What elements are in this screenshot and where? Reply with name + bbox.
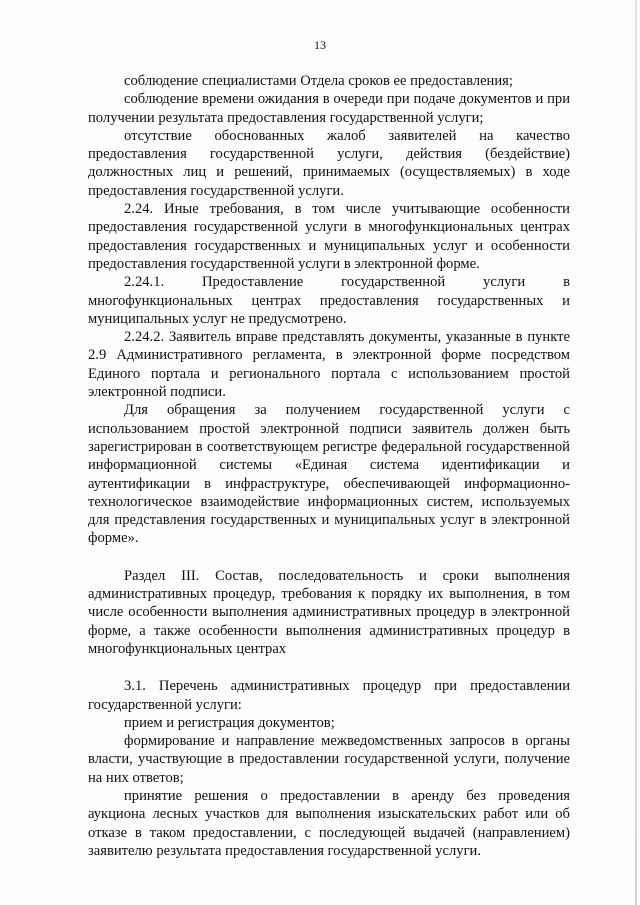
paragraph-2-24-1: 2.24.1. Предоставление государственной услуги в многофункциональных центрах предоставления государственных и муниципальных услуг не предусмотрено. xyxy=(88,274,570,327)
paragraph-3-1: 3.1. Перечень административных процедур при предоставлении государственной услуги: xyxy=(88,678,570,713)
document-body xyxy=(88,72,570,860)
list-item: прием и регистрация документов; xyxy=(124,714,335,731)
paragraph: отсутствие обоснованных жалоб заявителей на качество предоставления государственной услуги, действия (бездействие) должностных лиц и решений, принимаемых (осуществляемых) в ходе предоставления государственной услуги. xyxy=(88,127,570,199)
paragraph: Для обращения за получением государственной услуги с использованием простой электронной подписи заявитель должен быть зарегистрирован в соответствующем регистре федеральной государственной информационной системы «Единая система идентификации и аутентификации в инфраструктуре, обеспечивающей информационно-технологическое взаимодействие информационных систем, используемых для представления государственных и муниципальных услуг в электронной форме». xyxy=(88,402,570,547)
paragraph: соблюдение времени ожидания в очереди при подаче документов и при получении результата предоставления государственной услуги; xyxy=(88,91,570,126)
list-item: принятие решения о предоставлении в аренду без проведения аукциона лесных участков для выполнения изыскательских работ или об отказе в таком предоставлении, с последующей выдачей (направлением) заявителю результата предоставления государственной услуги. xyxy=(88,787,570,859)
paragraph-2-24-2: 2.24.2. Заявитель вправе представлять документы, указанные в пункте 2.9 Административного регламента, в электронной форме посредством Единого портала и регионального портала с использованием простой электронной подписи. xyxy=(88,329,570,401)
paragraph: соблюдение специалистами Отдела сроков ее предоставления; xyxy=(124,73,513,89)
paragraph-2-24: 2.24. Иные требования, в том числе учитывающие особенности предоставления государственной услуги в многофункциональных центрах предоставления государственных и муниципальных услуг и особенности предоставления государственной услуги в электронной форме. xyxy=(88,201,570,272)
page-number: 13 xyxy=(314,38,326,52)
section-heading: Раздел III. Состав, последовательность и сроки выполнения административных процедур, требования к порядку их выполнения, в том числе особенности выполнения административных процедур в электронной форме, а также особенности выполнения административных процедур в многофункциональных центрах xyxy=(88,567,570,657)
page-edge xyxy=(635,0,637,905)
list-item: формирование и направление межведомственных запросов в органы власти, участвующие в предоставлении государственной услуги, получение на них ответов; xyxy=(88,733,570,786)
